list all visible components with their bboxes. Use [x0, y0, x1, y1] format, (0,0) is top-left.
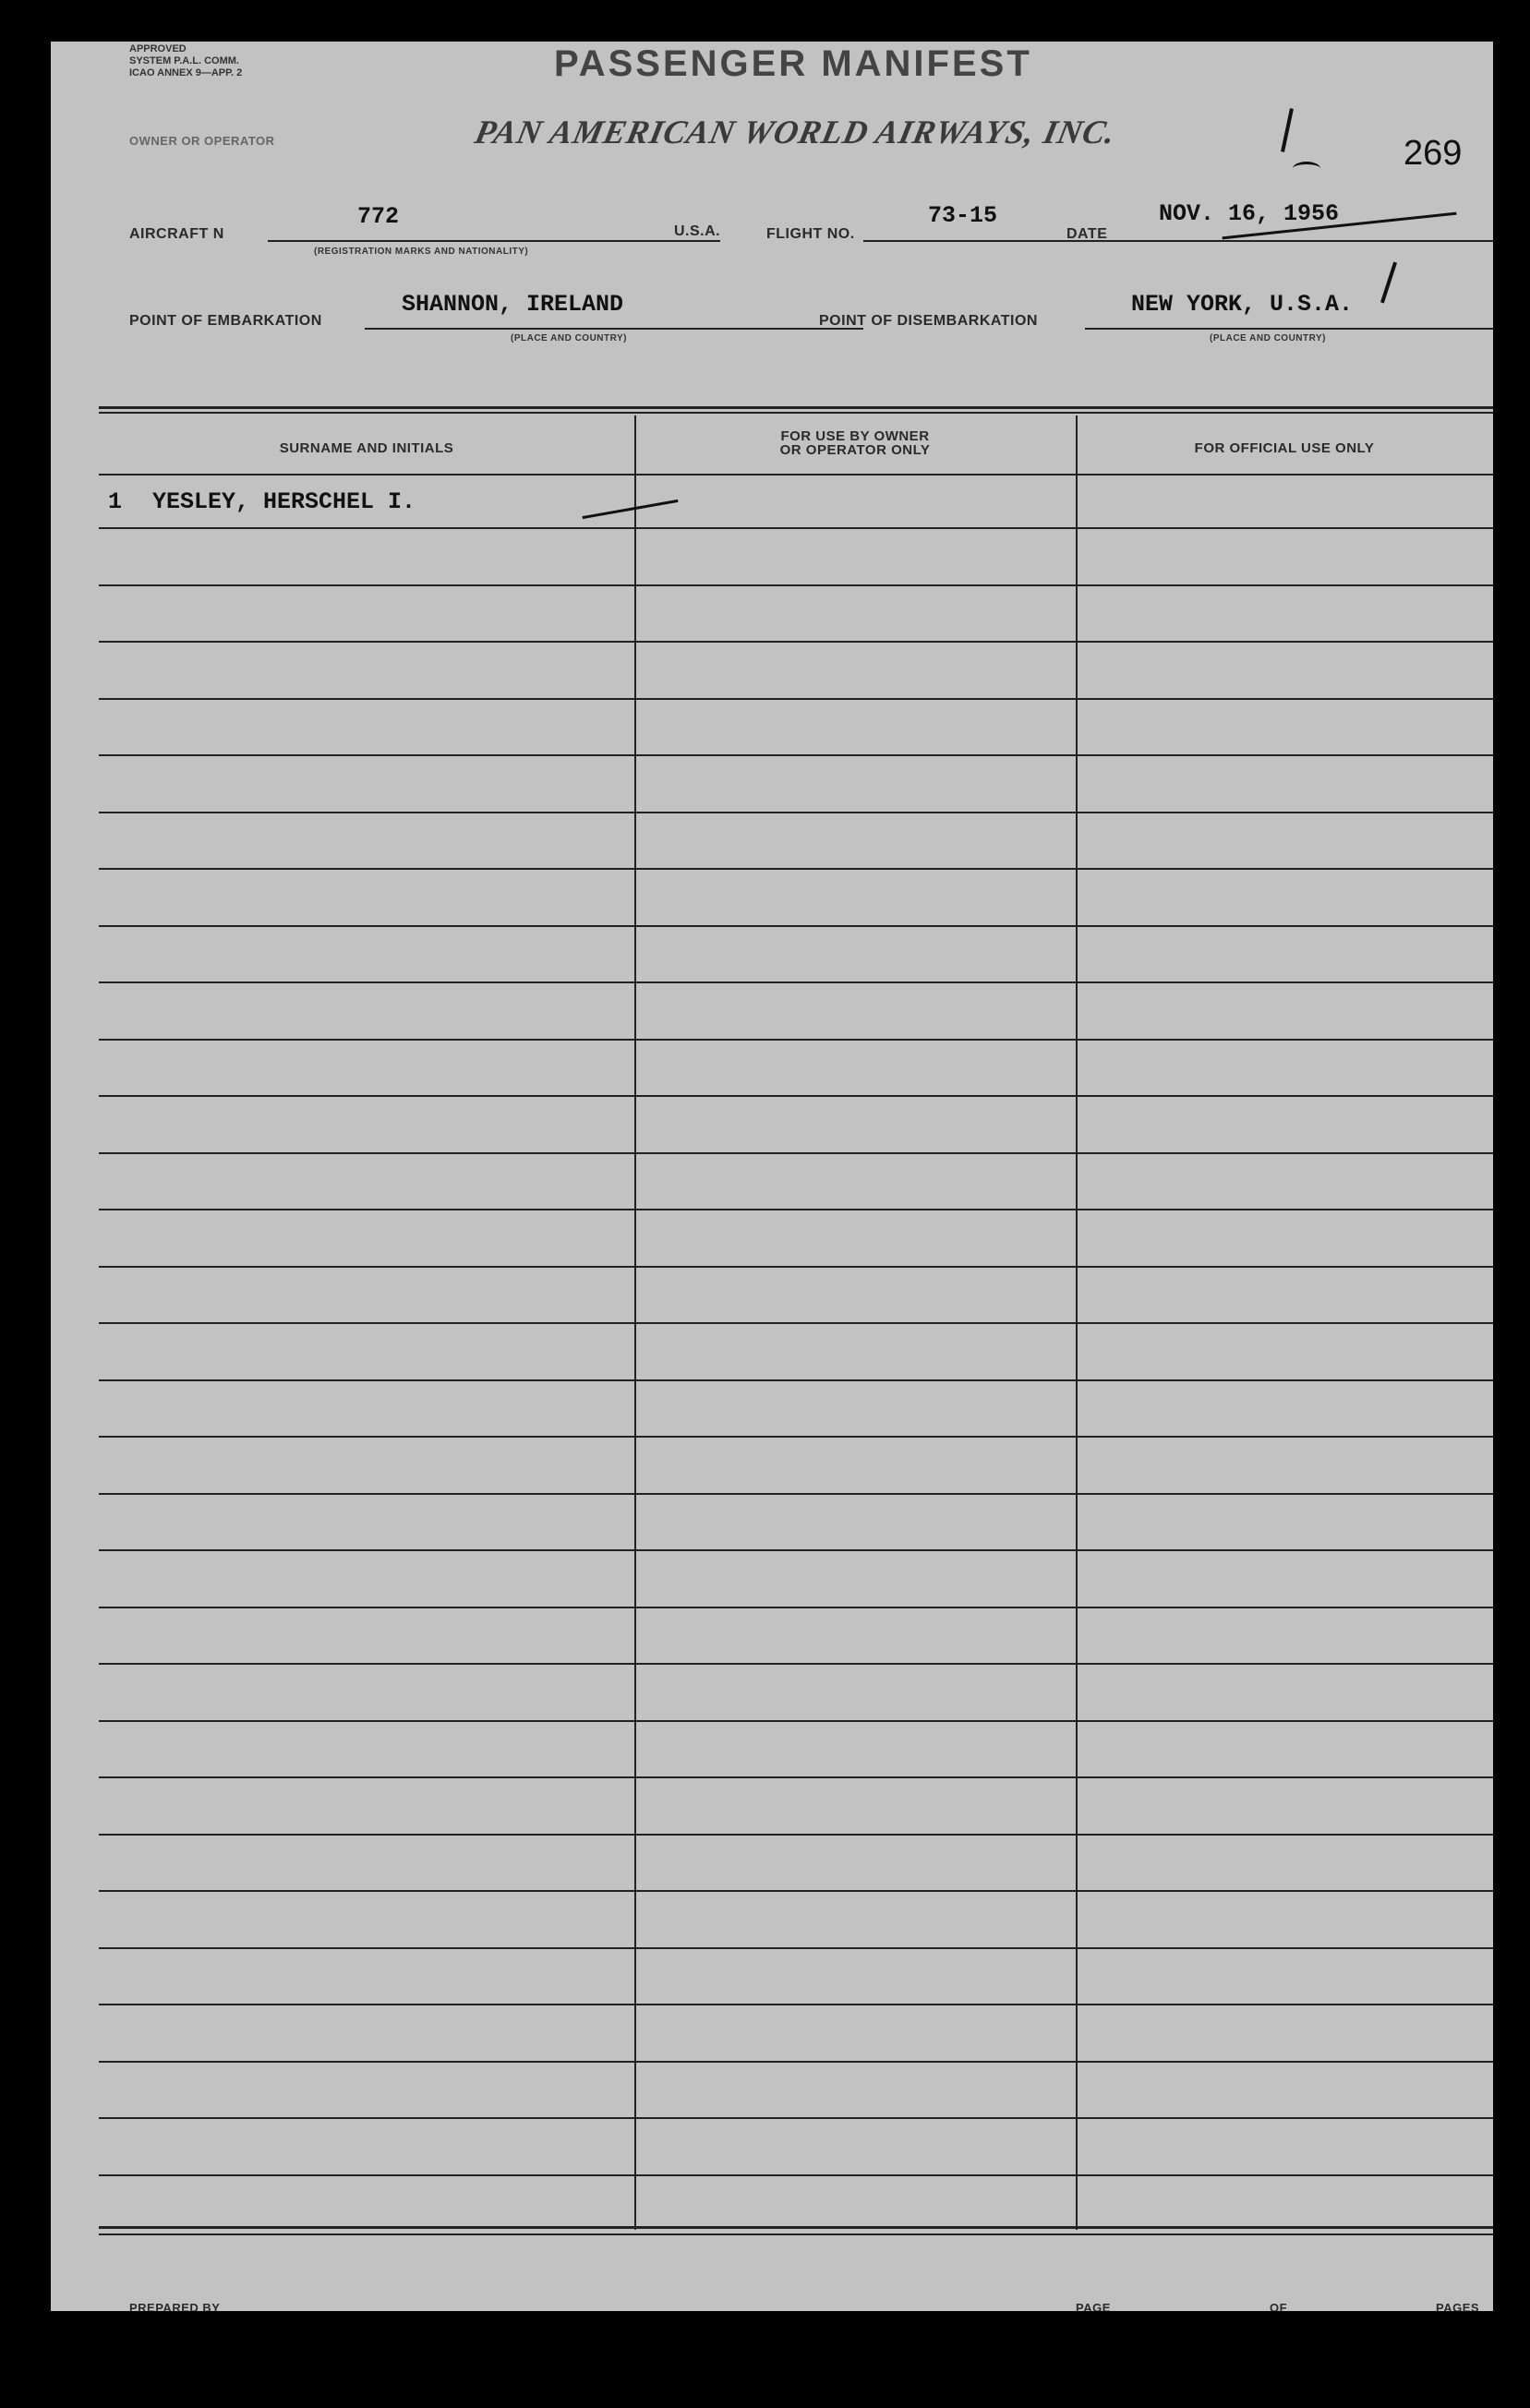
form-approval-line-3: ICAO ANNEX 9—APP. 2	[129, 67, 243, 78]
date-value: NOV. 16, 1956	[1159, 200, 1340, 227]
table-row-rule	[99, 812, 1493, 813]
table-row-rule	[99, 1890, 1493, 1892]
flight-label: FLIGHT NO.	[766, 226, 855, 242]
prepared-by-label: PREPARED BY	[129, 2301, 221, 2311]
column-header-official-use: FOR OFFICIAL USE ONLY	[1194, 440, 1375, 456]
table-row-rule	[99, 1947, 1493, 1949]
table-row-rule	[99, 1720, 1493, 1722]
aircraft-underline	[268, 240, 720, 242]
table-row-rule	[99, 2174, 1493, 2176]
table-row-rule	[99, 1095, 1493, 1097]
table-row-rule	[99, 2004, 1493, 2005]
disembarkation-label: POINT OF DISEMBARKATION	[819, 313, 1038, 329]
disembarkation-value: NEW YORK, U.S.A.	[1131, 291, 1354, 318]
table-row-rule	[99, 527, 1493, 529]
table-row-rule	[99, 1607, 1493, 1608]
embarkation-value: SHANNON, IRELAND	[402, 291, 624, 318]
pages-label: PAGES	[1436, 2301, 1480, 2311]
table-row-rule	[99, 1152, 1493, 1154]
disembarkation-underline	[1085, 328, 1493, 330]
table-bottom-rule	[99, 2233, 1493, 2235]
table-row-rule	[99, 1834, 1493, 1836]
table-row-rule	[99, 1493, 1493, 1495]
table-top-rule	[99, 412, 1493, 414]
handwritten-mark	[583, 500, 679, 519]
table-row-rule	[99, 1322, 1493, 1324]
table-row-rule	[99, 641, 1493, 643]
of-label: OF	[1270, 2301, 1288, 2311]
aircraft-value: 772	[357, 203, 400, 230]
table-row-rule	[99, 1436, 1493, 1438]
airline-name: PAN AMERICAN WORLD AIRWAYS, INC.	[471, 114, 1120, 150]
column-header-owner-use: FOR USE BY OWNER OR OPERATOR ONLY	[779, 428, 931, 458]
embarkation-sublabel: (PLACE AND COUNTRY)	[511, 333, 627, 343]
table-bottom-rule	[99, 2226, 1493, 2229]
column-header-surname: SURNAME AND INITIALS	[279, 440, 454, 456]
handwritten-mark	[1281, 108, 1294, 152]
flight-value: 73-15	[928, 202, 998, 229]
form-approval-line-2: SYSTEM P.A.L. COMM.	[129, 55, 239, 66]
aircraft-sublabel: (REGISTRATION MARKS AND NATIONALITY)	[314, 247, 529, 257]
table-row-rule	[99, 1776, 1493, 1778]
embarkation-label: POINT OF EMBARKATION	[129, 313, 322, 329]
table-row-rule	[99, 2061, 1493, 2063]
table-row-rule	[99, 1209, 1493, 1210]
table-row-rule	[99, 1663, 1493, 1665]
page-title: PASSENGER MANIFEST	[554, 43, 1032, 84]
embarkation-underline	[365, 328, 863, 330]
table-row-rule	[99, 584, 1493, 586]
passenger-name: YESLEY, HERSCHEL I.	[152, 488, 416, 515]
manifest-form	[51, 42, 1493, 2311]
table-top-rule	[99, 406, 1493, 409]
page-number: 269	[1404, 134, 1463, 173]
disembarkation-sublabel: (PLACE AND COUNTRY)	[1210, 333, 1326, 343]
table-row-rule	[99, 2117, 1493, 2119]
date-label: DATE	[1066, 226, 1108, 242]
aircraft-nationality: U.S.A.	[674, 223, 721, 239]
table-row-rule	[99, 698, 1493, 700]
table-row-rule	[99, 1039, 1493, 1041]
aircraft-label: AIRCRAFT N	[129, 226, 224, 242]
handwritten-mark	[1380, 262, 1397, 304]
page-label: PAGE	[1076, 2301, 1111, 2311]
table-row-rule	[99, 925, 1493, 927]
table-row-rule	[99, 1266, 1493, 1268]
header-rule	[99, 474, 1493, 476]
owner-label: OWNER OR OPERATOR	[129, 134, 275, 148]
table-row-rule	[99, 981, 1493, 983]
date-underline	[1113, 240, 1493, 242]
table-row-rule	[99, 868, 1493, 870]
form-approval-line-1: APPROVED	[129, 43, 187, 54]
table-row-rule	[99, 1379, 1493, 1381]
passenger-number: 1	[108, 488, 123, 515]
table-row-rule	[99, 1549, 1493, 1551]
table-row-rule	[99, 754, 1493, 756]
handwritten-mark	[1293, 162, 1320, 175]
